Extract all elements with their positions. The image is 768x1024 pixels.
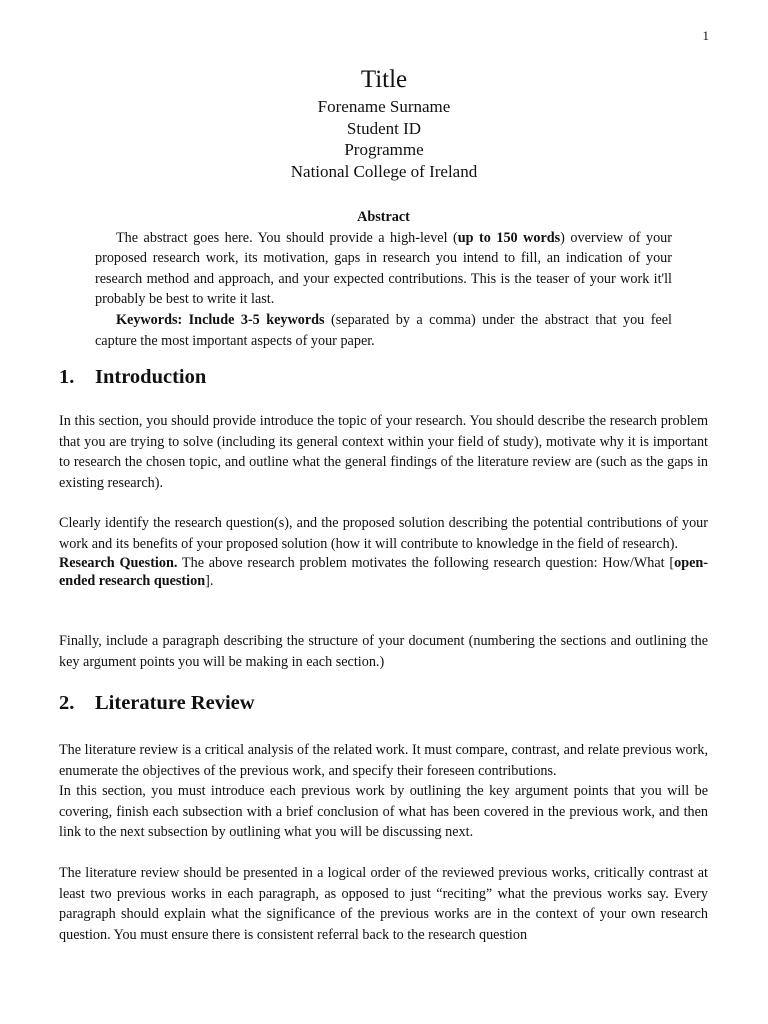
- keywords-paragraph: [95, 310, 672, 351]
- keywords-label: Keywords: Include 3-5 keywords: [116, 311, 325, 328]
- paragraph: In this section, you must introduce each previous work by outlining the key argument points that you will be covering, finish each subsection with a brief conclusion of what has been covered in the previous work, and then link to the next subsection by outlining what you will be discussing next.: [59, 783, 708, 841]
- introduction-p1: [59, 411, 708, 493]
- section-heading-literature-review: [59, 692, 255, 715]
- research-question-text: The above research problem motivates the following research question: How/What [: [177, 555, 675, 572]
- paragraph: Finally, include a paragraph describing the structure of your document (numbering the sections and outlining the key argument points you will be making in each section.): [59, 633, 708, 670]
- introduction-p3: [59, 631, 708, 672]
- research-question-label: Research Question.: [59, 555, 178, 572]
- research-question-end: ].: [205, 573, 214, 590]
- student-id: Student ID: [346, 118, 422, 138]
- paragraph: The literature review is a critical analysis of the related work. It must compare, contrast, and relate previous work, enumerate the objectives of the previous work, and specify their foreseen contributions.: [59, 742, 708, 779]
- abstract-heading: Abstract: [357, 209, 410, 225]
- research-question-placeholder: open-ended research question: [59, 555, 708, 590]
- abstract-text-cont: ) overview of your proposed research work, its motivation, gaps in research you intend to fill, an indication of your research method and approach, and your expected contributions. This is the teaser of your work it'll probably be best to write it last.: [95, 229, 672, 308]
- literature-review-p3: [59, 863, 708, 945]
- institution: National College of Ireland: [290, 161, 478, 181]
- section-title: Introduction: [95, 366, 207, 388]
- section-heading-introduction: [59, 366, 206, 389]
- paragraph: Clearly identify the research question(s), and the proposed solution describing the potential contributions of your work and its benefits of your proposed solution (how it will contribute to knowledge in the field of research).: [59, 515, 708, 552]
- section-number: 1.: [59, 366, 75, 388]
- abstract-text: The abstract goes here. You should provide a high-level (: [116, 229, 458, 246]
- research-question: [59, 554, 708, 590]
- section-title: Literature Review: [95, 692, 255, 714]
- programme: Programme: [344, 140, 424, 159]
- document-title: Title: [360, 66, 408, 93]
- paragraph: The literature review should be presented in a logical order of the reviewed previous works, critically contrast at least two previous works in each paragraph, as opposed to just “reciting” what the previous works say. Every paragraph should explain what the significance of the previous works are in the context of your own research question. You must ensure there is consistent referral back to the research question: [59, 865, 708, 943]
- title-block: [0, 64, 768, 182]
- literature-review-p1: [59, 740, 708, 843]
- keywords-text: (separated by a comma) under the abstract that you feel capture the most important aspects of your paper.: [95, 311, 672, 349]
- page-number: 1: [702, 28, 709, 43]
- abstract-paragraph: [95, 228, 672, 310]
- abstract: [95, 207, 672, 351]
- paragraph: In this section, you should provide introduce the topic of your research. You should describe the research problem that you are trying to solve (including its general context within your field of study), motivate why it is important to research the chosen topic, and outline what the general findings of the literature review are (such as the gaps in existing research).: [59, 413, 708, 491]
- introduction-p2: [59, 513, 708, 590]
- section-number: 2.: [59, 692, 75, 714]
- author-name: Forename Surname: [317, 97, 451, 116]
- abstract-word-limit: up to 150 words: [457, 229, 561, 246]
